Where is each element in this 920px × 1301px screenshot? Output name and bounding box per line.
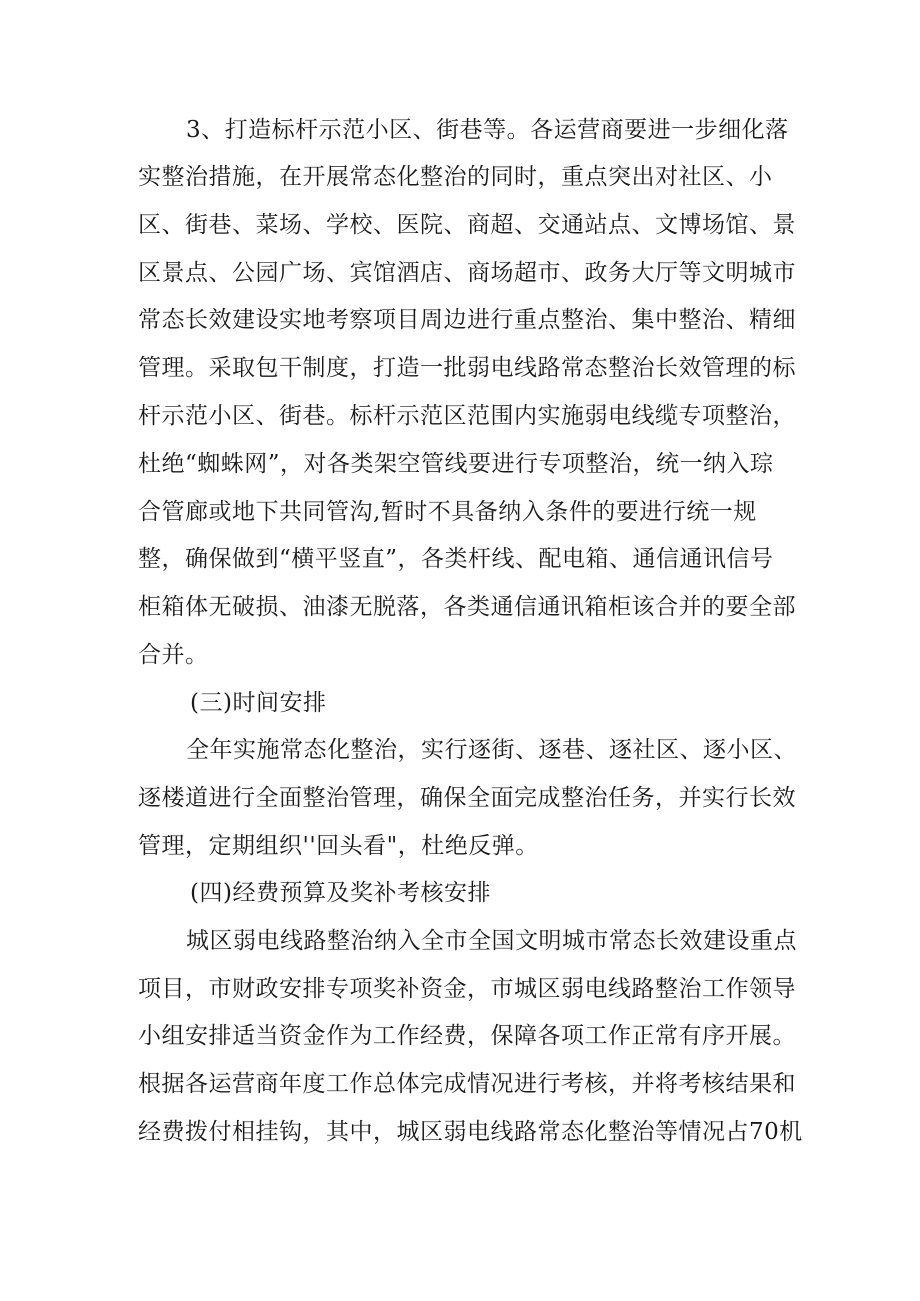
paragraph-3-line: 根据各运营商年度工作总体完成情况进行考核，并将考核结果和 (138, 1071, 796, 1097)
section-heading-3: (三)时间安排 (190, 690, 327, 716)
paragraph-1-line: 柜箱体无破损、油漆无脱落，各类通信通讯箱柜该合并的要全部 (138, 594, 796, 620)
paragraph-1-line: 3、打造标杆示范小区、街巷等。各运营商要进一步细化落 (186, 117, 789, 143)
paragraph-1-line: 区、街巷、菜场、学校、医院、商超、交通站点、文博场馆、景 (138, 212, 796, 238)
paragraph-1-line: 实整治措施，在开展常态化整治的同时，重点突出对社区、小 (138, 164, 773, 190)
paragraph-3-line: 小组安排适当资金作为工作经费，保障各项工作正常有序开展。 (138, 1023, 796, 1049)
paragraph-3-line: 项目，市财政安排专项奖补资金，市城区弱电线路整治工作领导 (138, 976, 796, 1002)
paragraph-1-line: 合并。 (138, 642, 209, 668)
paragraph-2-line: 全年实施常态化整治，实行逐街、逐巷、逐社区、逐小区、 (186, 737, 797, 763)
paragraph-1-line: 杜绝“蜘蛛网”，对各类架空管线要进行专项整治，统一纳入琮 (138, 451, 774, 477)
paragraph-2-line: 逐楼道进行全面整治管理，确保全面完成整治任务，并实行长效 (138, 785, 796, 811)
paragraph-1-line: 管理。采取包干制度，打造一批弱电线路常态整治长效管理的标 (138, 355, 796, 381)
paragraph-3-line: 经费拨付相挂钩，其中，城区弱电线路常态化整治等情况占70机 (138, 1119, 803, 1145)
paragraph-2-line: 管理，定期组织''回头看"，杜绝反弹。 (138, 833, 539, 859)
paragraph-1-line: 整，确保做到“横平竖直”，各类杆线、配电箱、通信通讯信号 (138, 546, 774, 572)
section-heading-4: (四)经费预算及奖补考核安排 (190, 880, 491, 906)
paragraph-1-line: 常态长效建设实地考察项目周边进行重点整治、集中整治、精细 (138, 307, 796, 333)
paragraph-3-line: 城区弱电线路整治纳入全市全国文明城市常态长效建设重点 (186, 928, 797, 954)
paragraph-1-line: 区景点、公园广场、宾馆酒店、商场超市、政务大厅等文明城市 (138, 260, 796, 286)
paragraph-1-line: 合管廊或地下共同管沟,暂时不具备纳入条件的要进行统一规 (138, 499, 757, 525)
paragraph-1-line: 杆示范小区、街巷。标杆示范区范围内实施弱电线缆专项整治， (138, 403, 796, 429)
